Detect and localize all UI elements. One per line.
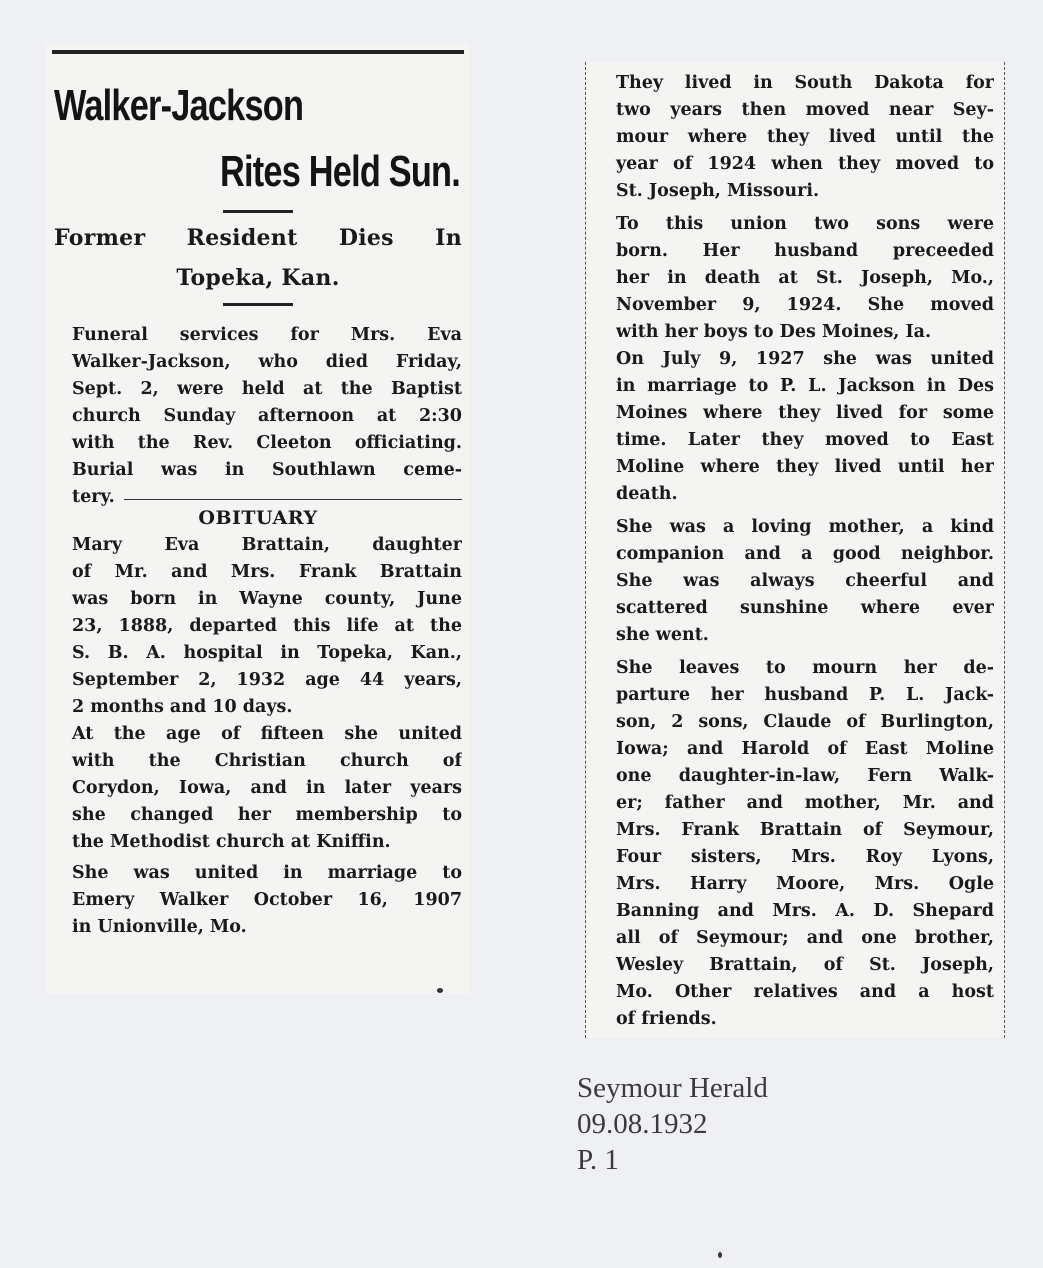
text-line: tery.	[72, 487, 115, 507]
text-line: September 2, 1932 age 44 years,	[72, 670, 462, 690]
text-line: 23, 1888, departed this life at the	[72, 616, 462, 636]
text-line: She leaves to mourn her de-	[616, 658, 994, 678]
text-line: she went.	[616, 625, 709, 645]
text-line: 2 months and 10 days.	[72, 697, 293, 717]
scan-speck	[718, 1252, 722, 1258]
text-line: St. Joseph, Missouri.	[616, 181, 820, 201]
text-line: Mrs. Harry Moore, Mrs. Ogle	[616, 874, 994, 894]
subhead-line1: Former Resident Dies In	[54, 225, 462, 251]
text-line: Emery Walker October 16, 1907	[72, 890, 462, 910]
text-line: Banning and Mrs. A. D. Shepard	[616, 901, 994, 921]
text-line: church Sunday afternoon at 2:30	[72, 406, 462, 426]
text-line: Burial was in Southlawn ceme-	[72, 460, 462, 480]
text-line: Four sisters, Mrs. Roy Lyons,	[616, 847, 994, 867]
source-caption	[577, 1070, 768, 1178]
text-line: Sept. 2, were held at the Baptist	[72, 379, 462, 399]
text-line: Mo. Other relatives and a host	[616, 982, 994, 1002]
headline-line1: Walker-Jackson	[54, 81, 304, 130]
scan-speck	[437, 988, 443, 993]
right-paragraph-2	[598, 211, 994, 346]
text-line: son, 2 sons, Claude of Burlington,	[616, 712, 994, 732]
text-line: S. B. A. hospital in Topeka, Kan.,	[72, 643, 462, 663]
text-line: with the Christian church of	[72, 751, 462, 771]
text-line: At the age of fifteen she united	[72, 724, 462, 744]
text-line: in Unionville, Mo.	[72, 917, 247, 937]
obituary-paragraph-2	[54, 721, 462, 856]
publication-date: 09.08.1932	[577, 1108, 708, 1140]
text-line: the Methodist church at Kniffin.	[72, 832, 391, 852]
text-line: of Mr. and Mrs. Frank Brattain	[72, 562, 462, 582]
headline-line2: Rites Held Sun.	[219, 147, 460, 196]
text-line: all of Seymour; and one brother,	[616, 928, 994, 948]
text-line: Moline where they lived until her	[616, 457, 994, 477]
page-number: P. 1	[577, 1144, 619, 1176]
obituary-paragraph-3	[54, 860, 462, 941]
text-line: Iowa; and Harold of East Moline	[616, 739, 994, 759]
text-line: parture her husband P. L. Jack-	[616, 685, 994, 705]
text-line: her in death at St. Joseph, Mo.,	[616, 268, 994, 288]
newspaper-name: Seymour Herald	[577, 1072, 768, 1104]
right-paragraph-1	[598, 70, 994, 205]
right-paragraph-4	[598, 514, 994, 649]
text-line: They lived in South Dakota for	[616, 73, 994, 93]
text-line: November 9, 1924. She moved	[616, 295, 994, 315]
left-newspaper-clipping	[46, 44, 470, 994]
text-line: Mrs. Frank Brattain of Seymour,	[616, 820, 994, 840]
text-line: Wesley Brattain, of St. Joseph,	[616, 955, 994, 975]
text-line: was born in Wayne county, June	[72, 589, 462, 609]
text-line: Moines where they lived for some	[616, 403, 994, 423]
obituary-paragraph-1	[54, 532, 462, 721]
subhead-divider	[223, 303, 293, 306]
text-line: of friends.	[616, 1009, 717, 1029]
text-line: mour where they lived until the	[616, 127, 994, 147]
text-line: Funeral services for Mrs. Eva	[72, 325, 462, 345]
section-rule	[124, 499, 462, 500]
obituary-heading: OBITUARY	[198, 507, 318, 529]
subhead-line2: Topeka, Kan.	[176, 265, 340, 291]
text-line: Corydon, Iowa, and in later years	[72, 778, 462, 798]
text-line: She was united in marriage to	[72, 863, 462, 883]
right-paragraph-3	[598, 346, 994, 508]
text-line: companion and a good neighbor.	[616, 544, 994, 564]
text-line: two years then moved near Sey-	[616, 100, 994, 120]
top-rule	[52, 50, 464, 54]
headline-divider	[223, 210, 293, 213]
text-line: On July 9, 1927 she was united	[616, 349, 994, 369]
funeral-paragraph	[54, 322, 462, 511]
right-paragraph-5	[598, 655, 994, 1033]
text-line: she changed her membership to	[72, 805, 462, 825]
text-line: She was always cheerful and	[616, 571, 994, 591]
text-line: er; father and mother, Mr. and	[616, 793, 994, 813]
text-line: with the Rev. Cleeton officiating.	[72, 433, 462, 453]
right-newspaper-clipping	[585, 62, 1005, 1038]
text-line: born. Her husband preceeded	[616, 241, 994, 261]
text-line: one daughter-in-law, Fern Walk-	[616, 766, 994, 786]
text-line: She was a loving mother, a kind	[616, 517, 994, 537]
text-line: death.	[616, 484, 678, 504]
text-line: year of 1924 when they moved to	[616, 154, 994, 174]
text-line: Walker-Jackson, who died Friday,	[72, 352, 462, 372]
text-line: in marriage to P. L. Jackson in Des	[616, 376, 994, 396]
text-line: scattered sunshine where ever	[616, 598, 994, 618]
text-line: Mary Eva Brattain, daughter	[72, 535, 462, 555]
text-line: with her boys to Des Moines, Ia.	[616, 322, 932, 342]
text-line: time. Later they moved to East	[616, 430, 994, 450]
text-line: To this union two sons were	[616, 214, 994, 234]
